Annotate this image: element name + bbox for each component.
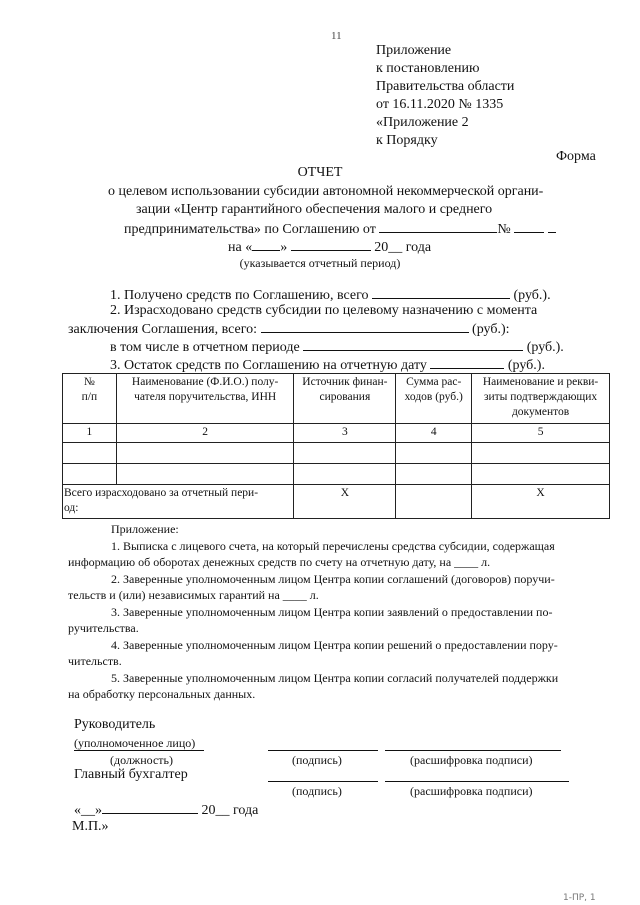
attachment-2-line-1: 2. Заверенные уполномоченным лицом Центра копии соглашений (договоров) поручи- [111,572,555,586]
item-3-amount-field[interactable] [430,356,504,369]
item-2-text: заключения Соглашения, всего: [68,322,258,337]
position-line[interactable] [74,750,204,751]
accountant-decoding-line[interactable] [385,781,569,782]
total-x-mark: Х [340,487,350,499]
header-text: п/п [81,391,98,403]
header-text: чателя поручительства, ИНН [134,391,277,403]
head-decoding-line[interactable] [385,750,561,751]
date-line [74,801,258,819]
attachment-5-line-2: на обработку персональных данных. [68,687,256,701]
table-cell[interactable] [116,443,294,464]
footer-mark: 1-ПР, 1 [563,893,596,903]
head-sub-label: (уполномоченное лицо) [74,736,196,750]
appendix-line-2: к постановлению [376,61,480,76]
title-line-4 [228,238,431,256]
attachment-3-line-2: ручительства. [68,621,139,635]
item-1-amount-field[interactable] [372,286,510,299]
item-2-sub [110,338,564,356]
table-cell[interactable] [294,443,396,464]
table-cell[interactable] [116,464,294,485]
header-text: Сумма рас- [406,376,462,388]
appendix-line-1: Приложение [376,43,452,58]
table-cell[interactable] [294,464,396,485]
appendix-line-5: «Приложение 2 [376,115,469,130]
period-note: (указывается отчетный период) [239,256,401,270]
title-main: ОТЧЕТ [297,165,343,180]
attachment-4-line-1: 4. Заверенные уполномоченным лицом Центра копии решений о предоставлении пору- [111,638,558,652]
table-cell[interactable] [472,443,610,464]
page-number: 11 [331,30,342,42]
signature-caption: (подпись) [292,753,342,767]
appendix-line-4: от 16.11.2020 № 1335 [376,97,504,112]
column-number: 1 [63,424,117,443]
table-total-row [63,485,610,519]
title-line-1: о целевом использовании субсидии автономной некоммерческой органи- [108,184,544,199]
agreement-date-field[interactable] [379,220,497,233]
accountant-label: Главный бухгалтер [74,767,188,782]
agreement-number-label: № [497,222,511,237]
accountant-signature-line[interactable] [268,781,378,782]
column-number: 2 [116,424,294,443]
total-label-cell [63,485,294,519]
report-table [62,373,610,519]
column-number: 4 [396,424,472,443]
total-label-line-1: Всего израсходовано за отчетный пери- [64,487,259,499]
period-na: на « [228,240,253,255]
header-text: Наименование и рекви- [482,376,599,388]
head-label: Руководитель [74,717,156,732]
table-cell[interactable] [63,464,117,485]
item-2-unit: (руб.): [472,322,510,337]
attachment-4-line-2: чительств. [68,654,122,668]
item-1-unit: (руб.). [513,288,551,303]
title-line-3 [124,220,556,238]
total-x-mark: Х [536,487,545,499]
head-signature-line[interactable] [268,750,378,751]
header-text: № [83,376,95,388]
period-year: 20__ года [374,240,432,255]
period-month-field[interactable] [291,238,371,251]
header-text: документов [511,406,570,418]
table-number-row [63,424,610,443]
title-line-2: зации «Центр гарантийного обеспечения малого и среднего [136,202,493,217]
header-cell-number [63,374,117,424]
table-cell[interactable] [63,443,117,464]
form-label: Форма [556,149,596,164]
item-2-line-1: 2. Израсходовано средств субсидии по целевому назначению с момента [110,303,538,318]
header-text: ходов (руб.) [404,391,463,403]
header-cell-documents [472,374,610,424]
header-cell-recipient [116,374,294,424]
title-line-3-text: предпринимательства» по Соглашению от [124,222,376,237]
decoding-caption-2: (расшифровка подписи) [410,784,533,798]
position-caption: (должность) [110,753,173,767]
agreement-number-field-2[interactable] [548,220,556,233]
item-2-sub-text: в том числе в отчетном периоде [110,340,300,355]
total-label-line-2: од: [64,502,79,514]
table-header-row [63,374,610,424]
decoding-caption: (расшифровка подписи) [410,753,533,767]
header-cell-amount [396,374,472,424]
appendix-line-6: к Порядку [376,133,438,148]
item-1-text: 1. Получено средств по Соглашению, всего [110,288,369,303]
item-3-unit: (руб.). [507,358,545,373]
attachment-1-line-1: 1. Выписка с лицевого счета, на который перечислены средства субсидии, содержащая [111,539,555,553]
total-amount-cell[interactable] [396,485,472,519]
date-month-field[interactable] [102,801,198,814]
period-day-field[interactable] [252,238,280,251]
header-cell-source [294,374,396,424]
item-2-sub-unit: (руб.). [526,340,564,355]
date-day: «__» [74,803,102,818]
attachment-5-line-1: 5. Заверенные уполномоченным лицом Центра копии согласий получателей поддержки [111,671,559,685]
attachment-3-line-1: 3. Заверенные уполномоченным лицом Центра копии заявлений о предоставлении по- [111,605,553,619]
stamp-label: М.П.» [72,819,109,834]
header-text: Источник финан- [302,376,388,388]
table-row [63,443,610,464]
column-number: 3 [294,424,396,443]
signature-caption-2: (подпись) [292,784,342,798]
period-close-quote: » [280,240,288,255]
attachment-1-line-2: информацию об оборотах денежных средств по счету на отчетную дату, на ____ л. [68,555,491,569]
header-text: зиты подтверждающих [483,391,598,403]
table-cell[interactable] [472,464,610,485]
date-year: 20__ года [201,803,259,818]
item-1 [110,286,551,304]
item-2-sub-amount-field[interactable] [303,338,523,351]
table-cell[interactable] [396,464,472,485]
appendix-line-3: Правительства области [376,79,515,94]
total-documents-cell [472,485,610,519]
table-row [63,464,610,485]
attachments-heading: Приложение: [111,522,179,536]
header-text: Наименование (Ф.И.О.) полу- [131,376,279,388]
attachment-2-line-2: тельств и (или) независимых гарантий на ____ л. [68,588,319,602]
item-3 [110,356,545,374]
item-2-line-2 [68,320,510,338]
table-cell[interactable] [396,443,472,464]
total-source-cell [294,485,396,519]
agreement-number-field[interactable] [514,220,544,233]
column-number: 5 [472,424,610,443]
item-3-text: 3. Остаток средств по Соглашению на отчетную дату [110,358,427,373]
header-text: сирования [319,391,371,403]
item-2-amount-field[interactable] [261,320,469,333]
